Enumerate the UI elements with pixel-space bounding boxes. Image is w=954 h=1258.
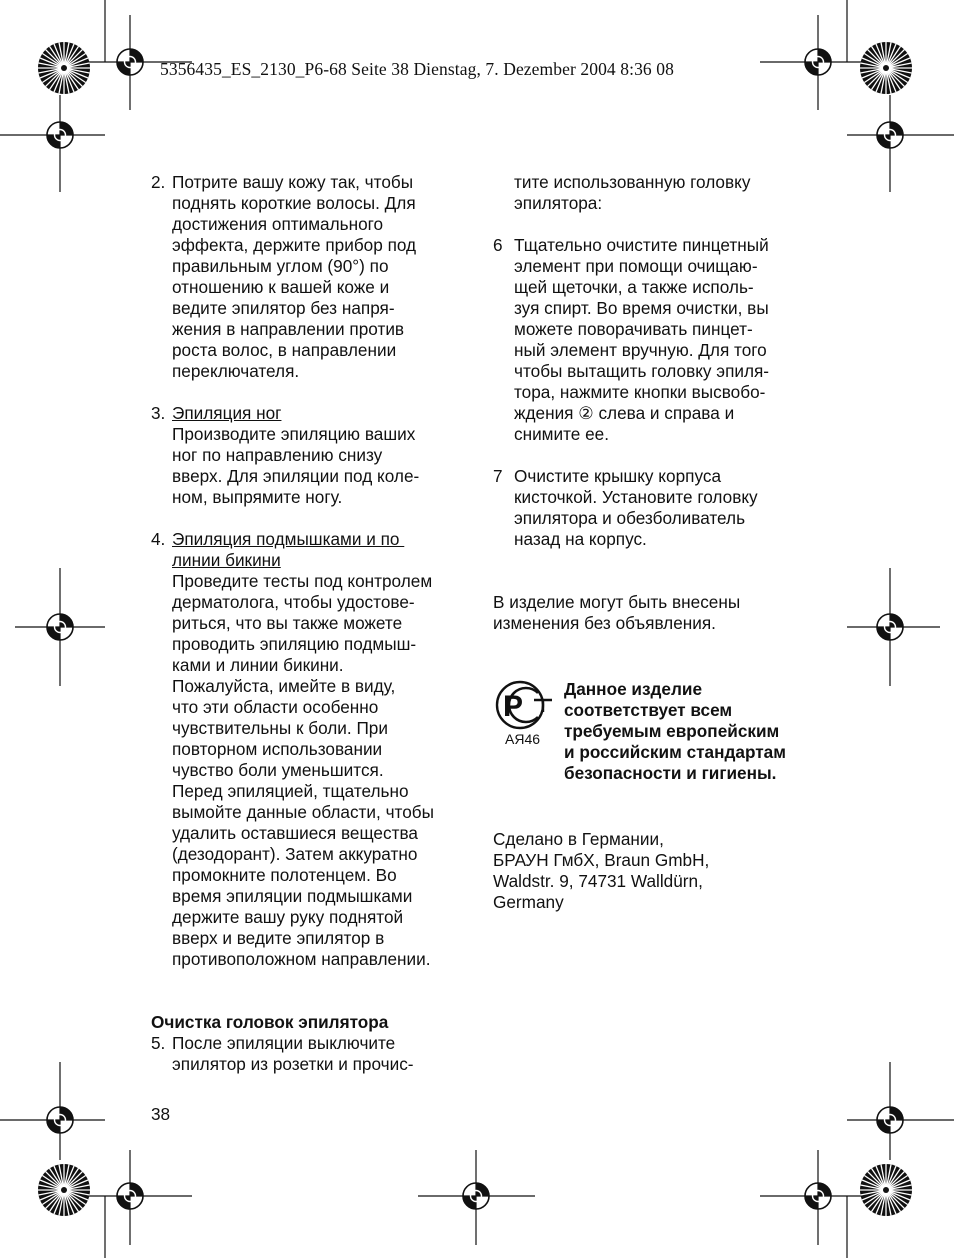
text-line: Germany [493,892,564,912]
manufacturer-info [493,829,813,913]
certification-text [564,679,786,784]
text-line: вверх. Для эпиляции под коле- [172,466,420,486]
text-line: вымойте данные области, чтобы [172,802,434,822]
list-item-6 [493,235,813,445]
list-number: 2. [151,172,166,192]
text-line: проводить эпиляцию подмыш- [172,634,417,654]
print-slug-header: 5356435_ES_2130_P6-68 Seite 38 Dienstag, 7. Dezember 2004 8:36 08 [160,59,674,79]
page-number: 38 [151,1104,171,1124]
text-line: дерматолога, чтобы удостове- [172,592,415,612]
text-line: достижения оптимального [172,214,384,234]
list-number: 4. [151,529,166,549]
item-heading: Эпиляция подмышками и по [172,529,405,549]
text-line: эпилятора и обезболиватель [514,508,746,528]
text-line: кисточкой. Установите головку [514,487,758,507]
text-line: ном, выпрямите ногу. [172,487,343,507]
text-line: Потрите вашу кожу так, чтобы [172,172,414,192]
text-line: отношению к вашей коже и [172,277,390,297]
text-line: В изделие могут быть внесены [493,592,741,612]
text-line: назад на корпус. [514,529,647,549]
text-line: тора, нажмите кнопки высвобо- [514,382,766,402]
list-number: 3. [151,403,166,423]
text-line: Очистите крышку корпуса [514,466,721,486]
text-line: роста волос, в направлении [172,340,397,360]
left-column [151,172,471,1075]
text-line: промокните полотенцем. Во [172,865,397,885]
svg-text:P: P [503,690,524,723]
change-notice [493,592,813,634]
text-line: щей щеточки, а также исполь- [514,277,754,297]
list-number: 7 [493,466,503,486]
text-line: держите вашу руку поднятой [172,907,404,927]
text-line: ный элемент вручную. Для того [514,340,767,360]
certification-code: АЯ46 [505,731,541,747]
text-line: риться, что вы также можете [172,613,403,633]
list-item-2 [151,172,471,382]
certification-block [494,679,786,784]
text-line: снимите ее. [514,424,610,444]
text-line: вверх и ведите эпилятор в [172,928,385,948]
text-line: Пожалуйста, имейте в виду, [172,676,396,696]
text-line: тите использованную головку [514,172,751,192]
gost-certification-logo [494,679,556,749]
text-line: безопасности и гигиены. [564,763,777,783]
text-line: чувство боли уменьшится. [172,760,384,780]
text-line: соответствует всем [564,700,733,720]
text-line: эпилятор из розетки и прочис- [172,1054,414,1074]
text-line: ждения ② слева и справа и [514,403,735,423]
list-number: 6 [493,235,503,255]
text-line: переключателя. [172,361,300,381]
text-line: и российским стандартам [564,742,786,762]
text-line: требуемым европейским [564,721,780,741]
text-line: Перед эпиляцией, тщательно [172,781,409,801]
text-line: ног по направлению снизу [172,445,383,465]
text-line: Сделано в Германии, [493,829,664,849]
text-line: противоположном направлении. [172,949,431,969]
section-heading: Очистка головок эпилятора [151,1012,389,1032]
text-line: удалить оставшиеся вещества [172,823,418,843]
text-line: Проведите тесты под контролем [172,571,433,591]
text-line: БРАУН ГмбХ, Braun GmbH, [493,850,710,870]
text-line: Данное изделие [564,679,703,699]
item-heading: Эпиляция ног [172,403,282,423]
text-line: Тщательно очистите пинцетный [514,235,769,255]
text-line: можете поворачивать пинцет- [514,319,753,339]
text-line: Waldstr. 9, 74731 Walldürn, [493,871,703,891]
text-line: (дезодорант). Затем аккуратно [172,844,418,864]
text-line: изменения без объявления. [493,613,716,633]
text-line: чтобы вытащить головку эпиля- [514,361,770,381]
text-line: что эти области особенно [172,697,379,717]
right-column [493,172,813,634]
text-line: эпилятора: [514,193,603,213]
list-item-4 [151,529,471,970]
text-line: эффекта, держите прибор под [172,235,417,255]
text-line: элемент при помощи очищаю- [514,256,758,276]
list-item-3 [151,403,471,508]
continued-item [493,172,813,214]
text-line: жения в направлении против [172,319,405,339]
text-line: правильным углом (90°) по [172,256,389,276]
text-line: чувствительны к боли. При [172,718,388,738]
text-line: ками и линии бикини. [172,655,344,675]
list-item-7 [493,466,813,550]
text-line: зуя спирт. Во время очистки, вы [514,298,769,318]
list-item-5 [151,1033,471,1075]
text-line: После эпиляции выключите [172,1033,396,1053]
text-line: время эпиляции подмышками [172,886,413,906]
text-line: повторном использовании [172,739,383,759]
text-line: поднять короткие волосы. Для [172,193,416,213]
text-line: Производите эпиляцию ваших [172,424,416,444]
text-line: ведите эпилятор без напря- [172,298,395,318]
item-heading: линии бикини [172,550,281,570]
list-number: 5. [151,1033,166,1053]
